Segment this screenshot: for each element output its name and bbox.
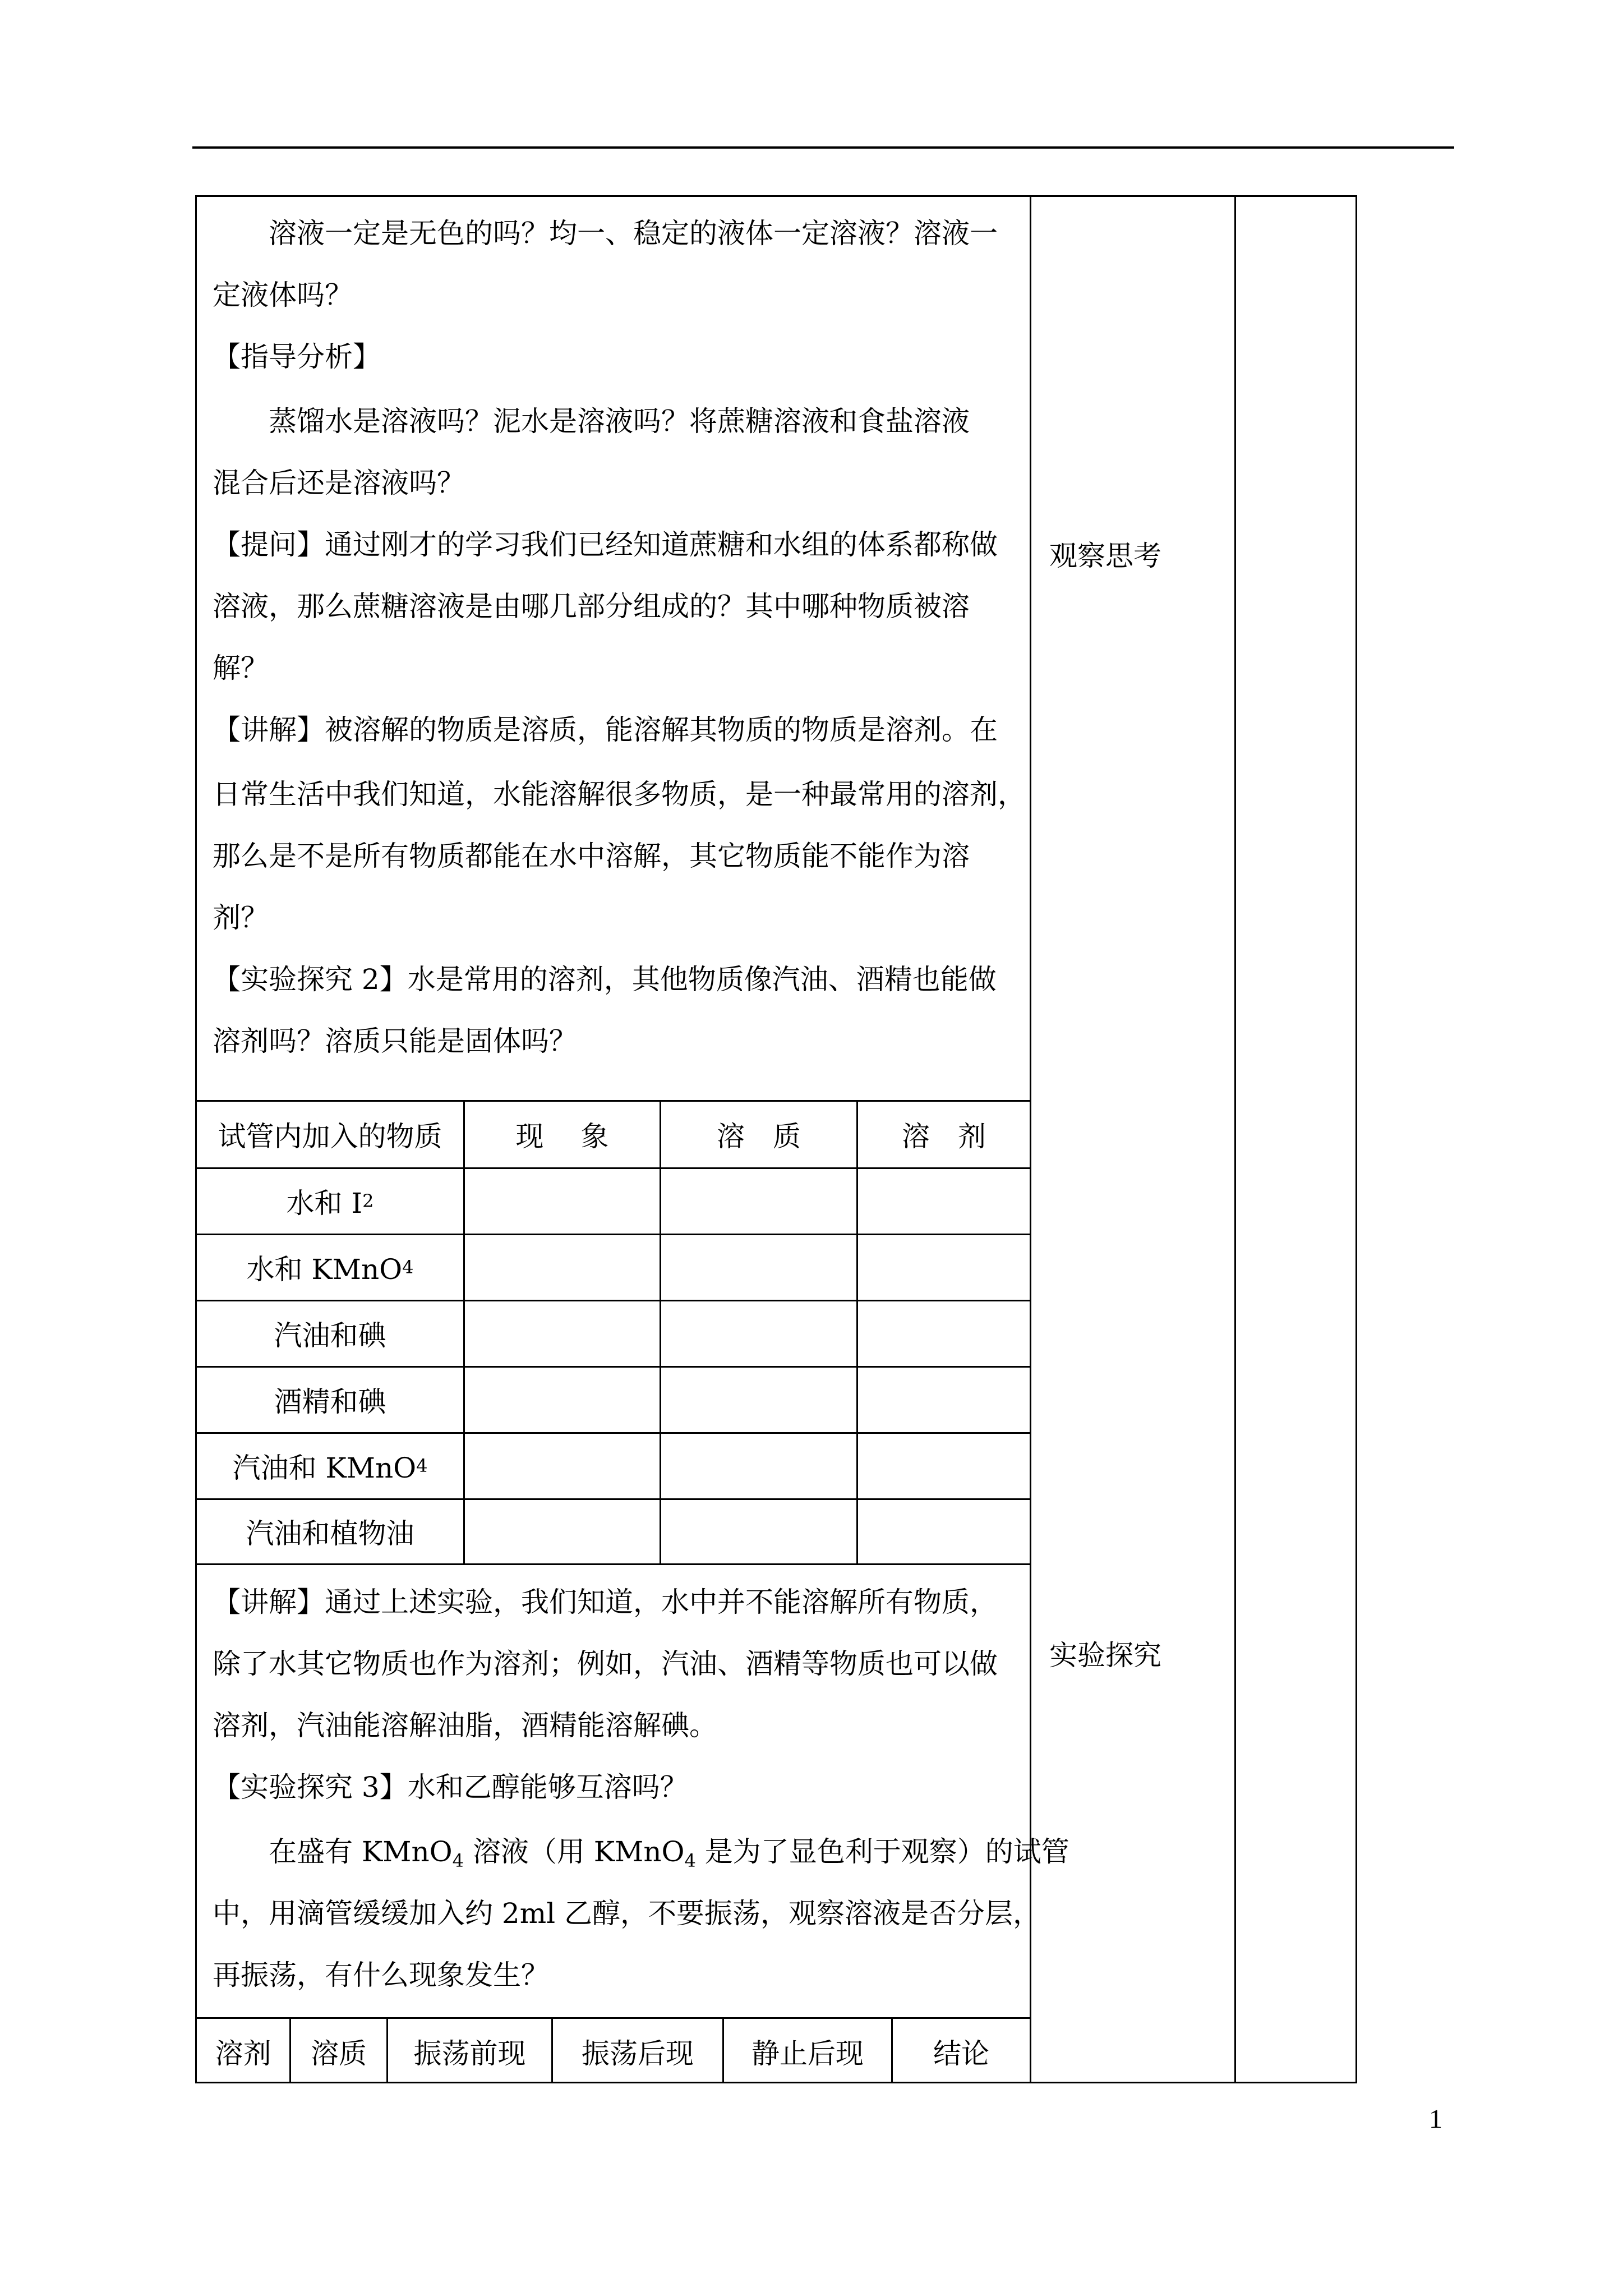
paragraph: 那么是不是所有物质都能在水中溶解，其它物质能不能作为溶 (213, 840, 970, 872)
table1-row: 汽油和植物油 (246, 1517, 414, 1550)
paragraph: 解？ (213, 652, 269, 684)
paragraph: 定液体吗？ (213, 279, 353, 311)
side-note-experiment: 实验探究 (1049, 1639, 1161, 1672)
table1-row: 汽油和碘 (274, 1319, 386, 1352)
table2-header-before-shake: 振荡前现 (413, 2037, 526, 2070)
paragraph: 【讲解】被溶解的物质是溶质，能溶解其物质的物质是溶剂。在 (213, 714, 998, 746)
table2-header-solute: 溶质 (311, 2037, 367, 2070)
page-number: 1 (1429, 2104, 1442, 2134)
paragraph: 溶液一定是无色的吗？均一、稳定的液体一定溶液？溶液一 (269, 217, 998, 250)
paragraph: 溶剂，汽油能溶解油脂，酒精能溶解碘。 (213, 1709, 717, 1742)
paragraph: 在盛有 KMnO$_4$ 溶液（用 KMnO$_4$ 是为了显色利于观察）的试管 (269, 1835, 1069, 1871)
column-divider (1234, 197, 1236, 2082)
table1-row: 酒精和碘 (274, 1386, 386, 1418)
paragraph: 【讲解】通过上述实验，我们知道，水中并不能溶解所有物质， (213, 1586, 998, 1618)
paragraph: 除了水其它物质也作为溶剂；例如，汽油、酒精等物质也可以做 (213, 1648, 998, 1680)
paragraph: 再振荡，有什么现象发生？ (213, 1959, 549, 1991)
header-rule (192, 146, 1454, 149)
table2-header-after-shake: 振荡后现 (582, 2037, 694, 2070)
paragraph: 溶液，那么蔗糖溶液是由哪几部分组成的？其中哪种物质被溶 (213, 590, 970, 623)
table1-header-phenomenon: 现 象 (515, 1120, 609, 1153)
table2-header-after-rest: 静止后现 (751, 2037, 864, 2070)
paragraph: 蒸馏水是溶液吗？泥水是溶液吗？将蔗糖溶液和食盐溶液 (269, 405, 970, 438)
table2-header-conclusion: 结论 (933, 2037, 989, 2070)
paragraph: 剂？ (213, 901, 269, 934)
lesson-table (195, 195, 1357, 2083)
column-divider (1030, 197, 1031, 2082)
paragraph: 【实验探究 3】水和乙醇能够互溶吗？ (213, 1771, 688, 1803)
table1-header-solute: 溶 质 (717, 1120, 801, 1153)
table1-header-substance: 试管内加入的物质 (218, 1120, 442, 1153)
paragraph: 溶剂吗？溶质只能是固体吗？ (213, 1025, 577, 1057)
table1-row: 水和 KMnO 4 (246, 1253, 414, 1286)
paragraph: 日常生活中我们知道，水能溶解很多物质，是一种最常用的溶剂， (213, 778, 1026, 811)
table1-row: 水和 I 2 (286, 1187, 374, 1220)
paragraph: 【实验探究 2】水是常用的溶剂，其他物质像汽油、酒精也能做 (213, 963, 997, 996)
table1-row: 汽油和 KMnO 4 (232, 1452, 428, 1484)
paragraph: 【指导分析】 (213, 341, 381, 373)
side-note-observe: 观察思考 (1049, 540, 1161, 572)
paragraph: 中，用滴管缓缓加入约 2ml 乙醇，不要振荡，观察溶液是否分层， (213, 1897, 1041, 1930)
table2-header-solvent: 溶剂 (215, 2037, 271, 2070)
table1-header-solvent: 溶 剂 (902, 1120, 986, 1153)
paragraph: 【提问】通过刚才的学习我们已经知道蔗糖和水组的体系都称做 (213, 528, 998, 561)
table1-bottom-border (197, 1563, 1030, 1565)
paragraph: 混合后还是溶液吗？ (213, 467, 465, 499)
